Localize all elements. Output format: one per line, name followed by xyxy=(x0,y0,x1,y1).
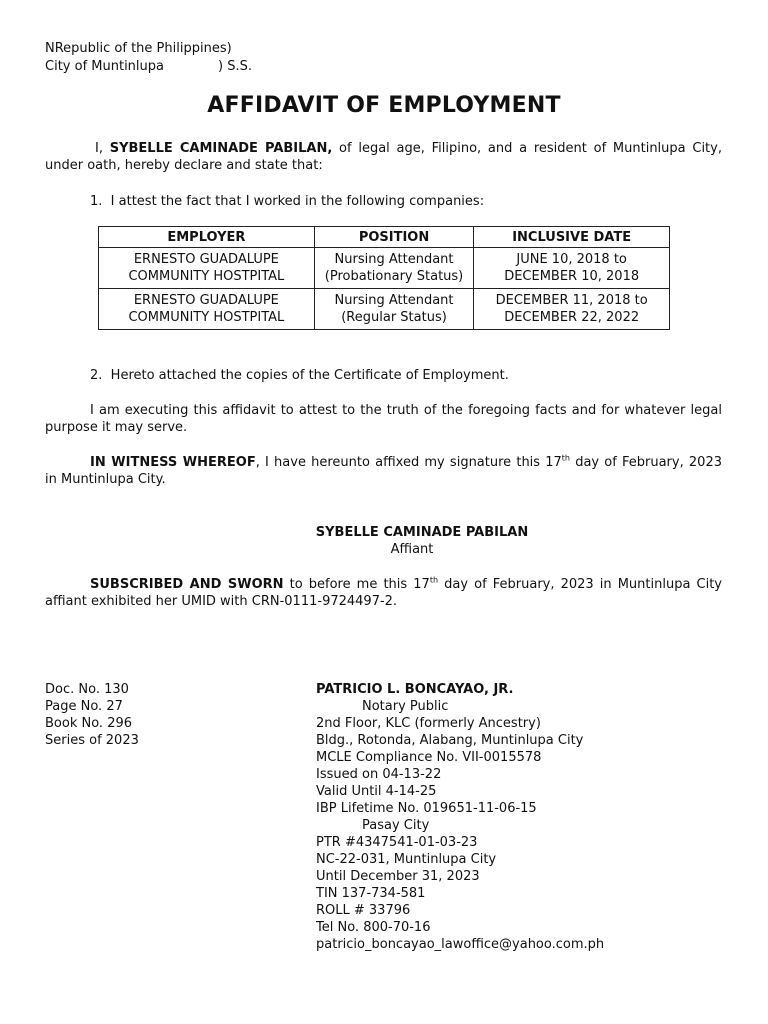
affiant-name-inline: SYBELLE CAMINADE PABILAN, xyxy=(109,141,333,156)
notary-line: Until December 31, 2023 xyxy=(316,869,480,884)
affiant-name: SYBELLE CAMINADE PABILAN xyxy=(315,525,529,540)
notary-line: Tel No. 800-70-16 xyxy=(316,920,431,935)
notary-line: TIN 137-734-581 xyxy=(316,886,426,901)
notary-name: PATRICIO L. BONCAYAO, JR. xyxy=(316,682,514,697)
table-header-row xyxy=(99,227,670,248)
table-row xyxy=(99,289,670,330)
intro-paragraph xyxy=(45,140,722,174)
table-row xyxy=(99,248,670,289)
doc-info xyxy=(45,681,139,749)
notary-line: 2nd Floor, KLC (formerly Ancestry) xyxy=(316,716,541,731)
intro-rest: of legal age, Filipino, and a resident of Muntinlupa City, under oath, hereby declare and state that: xyxy=(45,141,722,173)
book-no: Book No. 296 xyxy=(45,716,133,731)
cell-date: DECEMBER 11, 2018 to DECEMBER 22, 2022 xyxy=(474,289,670,330)
notary-line: Valid Until 4-14-25 xyxy=(316,784,437,799)
witness-bold: IN WITNESS WHEREOF xyxy=(90,455,256,470)
ibp-city: Pasay City xyxy=(362,818,430,833)
notary-line: Issued on 04-13-22 xyxy=(316,767,442,782)
affiant-label: Affiant xyxy=(390,542,434,557)
notary-title: Notary Public xyxy=(362,699,449,714)
notary-line: ROLL # 33796 xyxy=(316,903,411,918)
witness-paragraph: IN WITNESS WHEREOF, I have hereunto affixed my signature this 17th day of February, 2023 in Muntinlupa City. xyxy=(45,453,722,487)
notary-email: patricio_boncayao_lawoffice@yahoo.com.ph xyxy=(316,937,605,952)
item-1: 1. I attest the fact that I worked in the following companies: xyxy=(90,194,485,209)
sworn-paragraph: SUBSCRIBED AND SWORN to before me this 17th day of February, 2023 in Muntinlupa City affiant exhibited her UMID with CRN-0111-9724497-2. xyxy=(45,575,722,609)
cell-date: JUNE 10, 2018 to DECEMBER 10, 2018 xyxy=(474,248,670,289)
header-employer: EMPLOYER xyxy=(99,227,315,248)
cell-employer: ERNESTO GUADALUPE COMMUNITY HOSTPITAL xyxy=(99,248,315,289)
item-2: 2. Hereto attached the copies of the Certificate of Employment. xyxy=(90,368,509,383)
document-title: AFFIDAVIT OF EMPLOYMENT xyxy=(207,93,561,118)
cell-employer: ERNESTO GUADALUPE COMMUNITY HOSTPITAL xyxy=(99,289,315,330)
notary-block xyxy=(316,681,604,953)
notary-line: NC-22-031, Muntinlupa City xyxy=(316,852,497,867)
doc-no: Doc. No. 130 xyxy=(45,682,129,697)
intro-prefix: I, xyxy=(95,141,110,156)
cell-position: Nursing Attendant (Regular Status) xyxy=(314,289,474,330)
employment-table xyxy=(98,226,670,330)
header-position: POSITION xyxy=(314,227,474,248)
notary-line: PTR #4347541-01-03-23 xyxy=(316,835,478,850)
header-inclusive-date: INCLUSIVE DATE xyxy=(474,227,670,248)
cell-position: Nursing Attendant (Probationary Status) xyxy=(314,248,474,289)
page-no: Page No. 27 xyxy=(45,699,123,714)
executing-paragraph: I am executing this affidavit to attest to the truth of the foregoing facts and for whatever legal purpose it may serve. xyxy=(45,403,722,435)
notary-line: Bldg., Rotonda, Alabang, Muntinlupa City xyxy=(316,733,584,748)
series: Series of 2023 xyxy=(45,733,139,748)
notary-line: MCLE Compliance No. VII-0015578 xyxy=(316,750,542,765)
venue-ss: ) S.S. xyxy=(218,59,252,74)
venue-city: City of Muntinlupa xyxy=(45,59,164,74)
venue-line-1: NRepublic of the Philippines) xyxy=(45,41,232,56)
sworn-bold: SUBSCRIBED AND SWORN xyxy=(90,577,284,592)
notary-line: IBP Lifetime No. 019651-11-06-15 xyxy=(316,801,537,816)
